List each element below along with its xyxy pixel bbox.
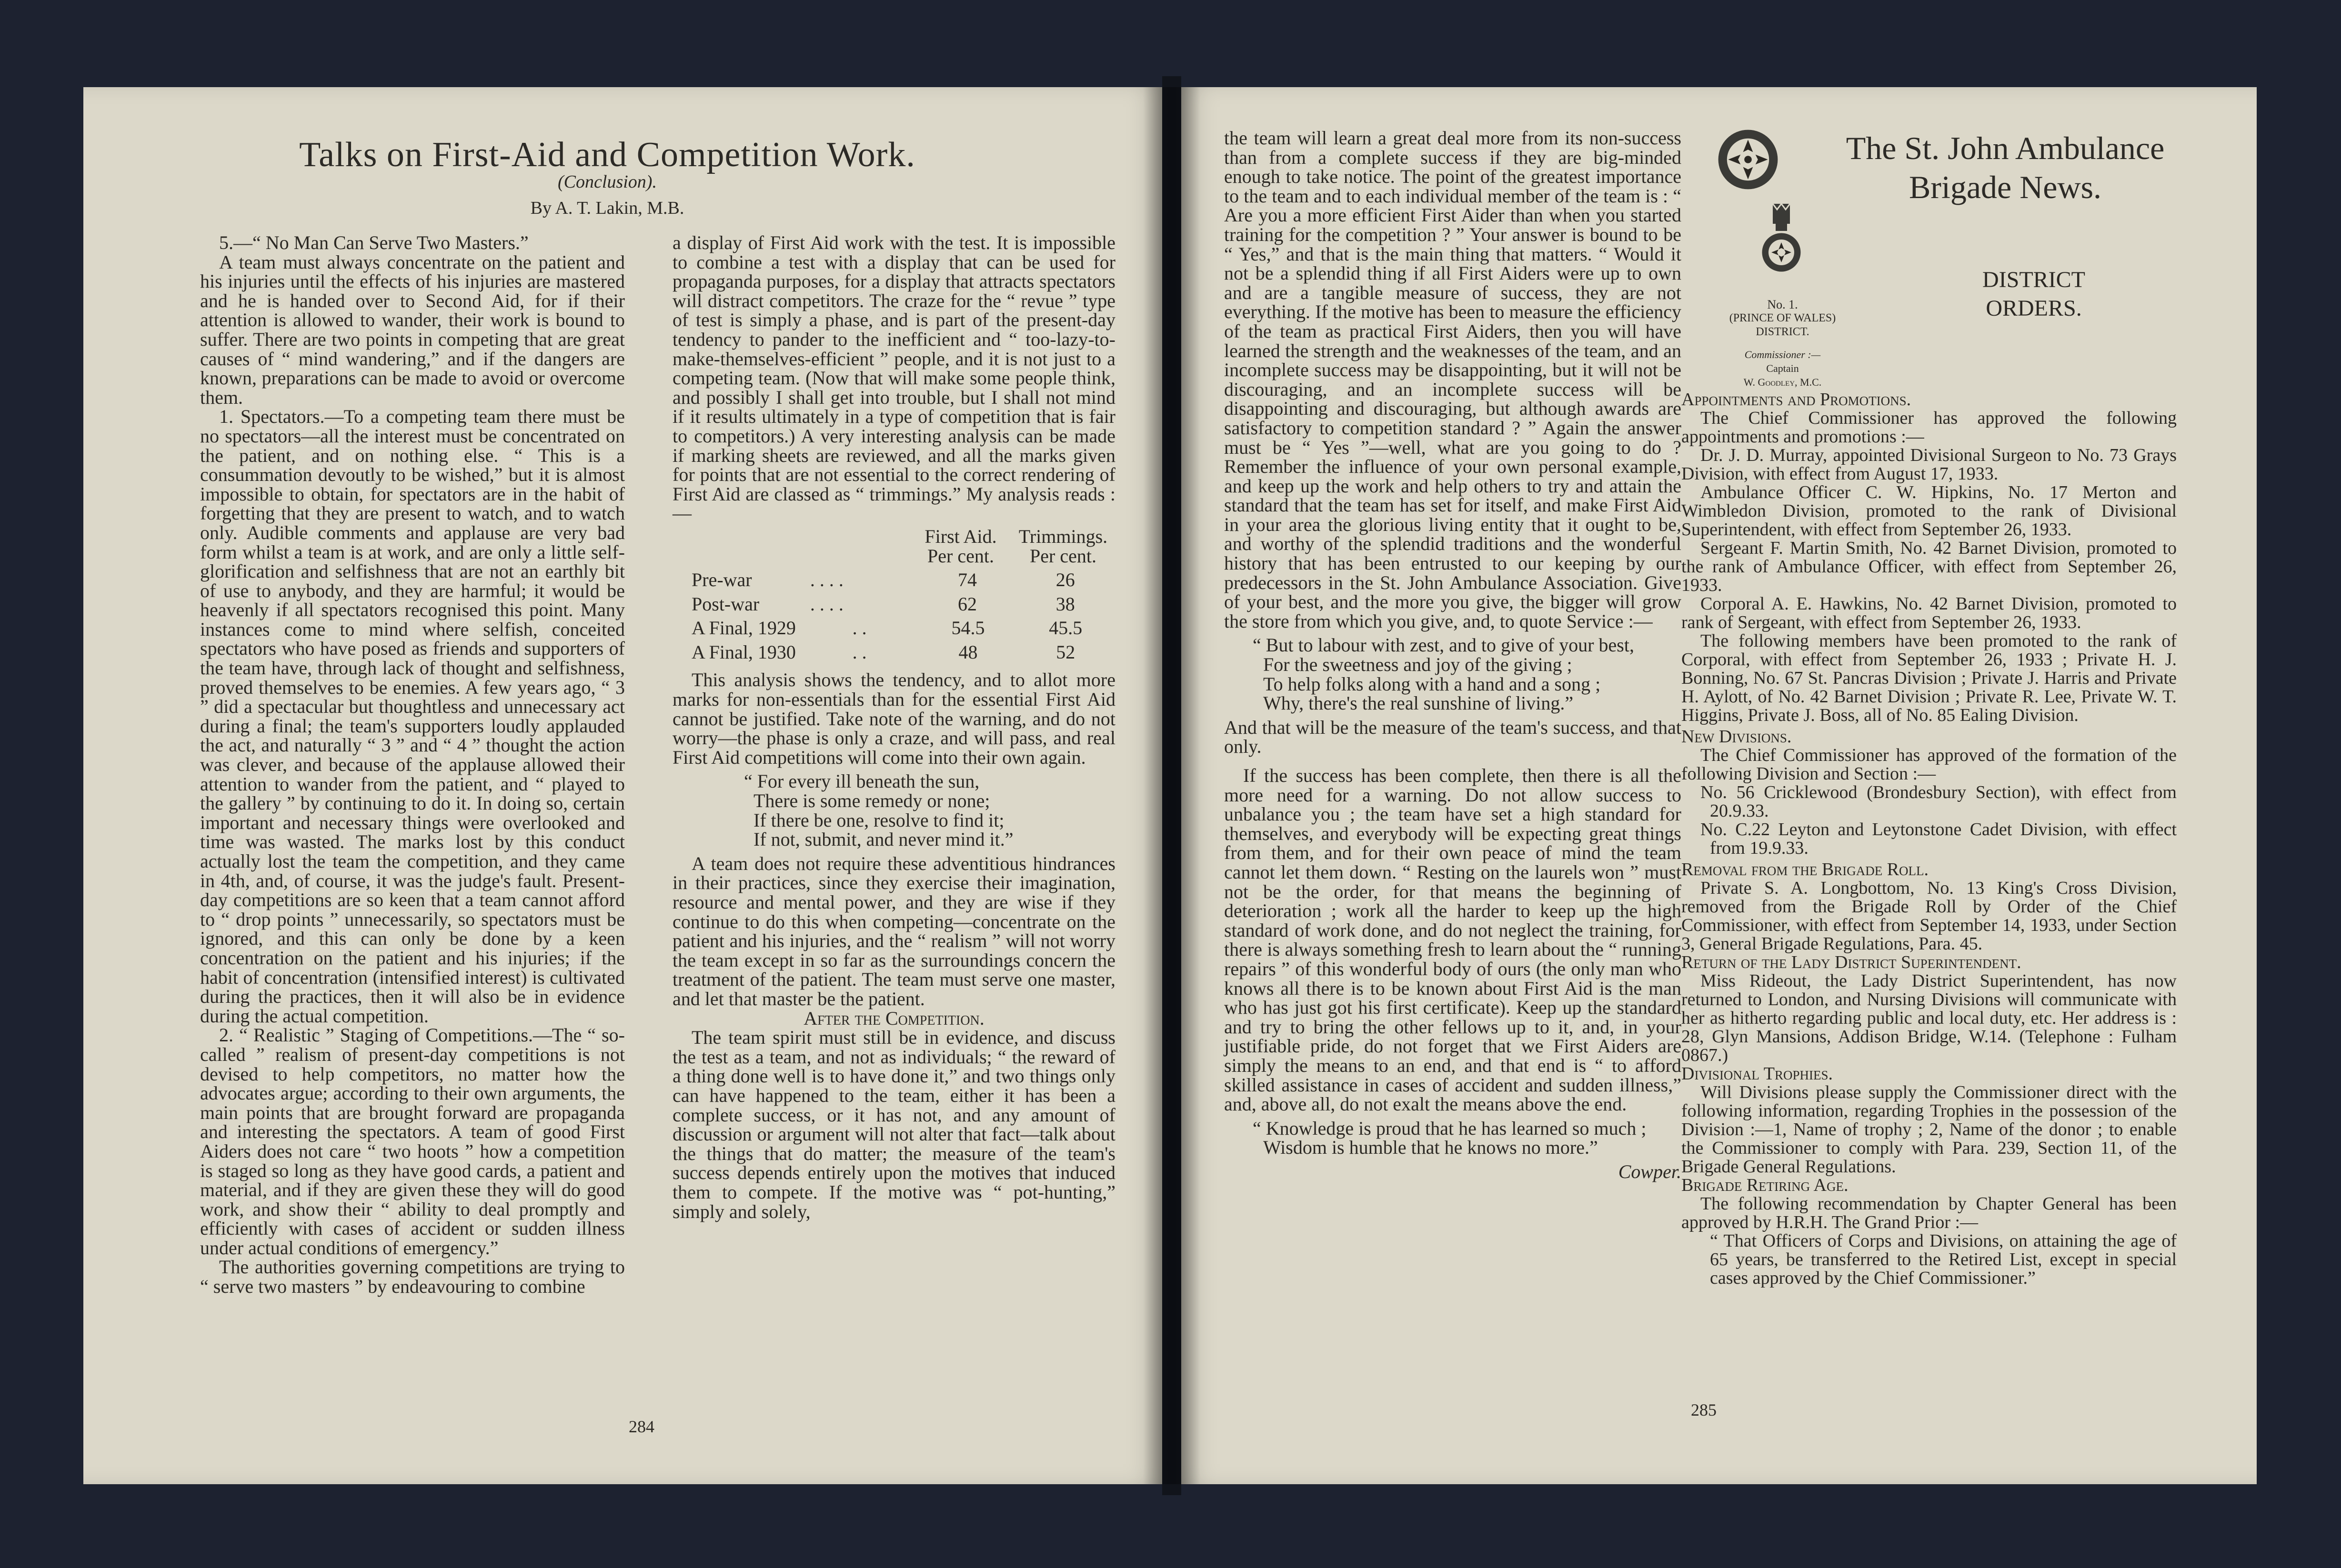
table-row <box>673 570 1115 590</box>
leader-dots: . . <box>852 617 867 639</box>
cell: 54.5 <box>951 617 985 639</box>
paragraph: Miss Rideout, the Lady District Superintendent, has now returned to London, and Nursing Divisions will communicate with her as hitherto regarding public and local duty, etc. Her address is : 28, Glyn Mansions, Addison Bridge, W.14. (Telephone : Fulham 0867.) <box>1681 971 2177 1065</box>
article-byline: By A. T. Lakin, M.B. <box>530 198 684 218</box>
masthead-line: Brigade News. <box>1909 169 2102 205</box>
paragraph: The team spirit must still be in evidence, and discuss the test as a team, and not as individuals; “ the reward of a thing done well is to have done it,” and two things only can have happened to the team, either it has been a complete success, or it has not, and any amount of discussion or argument will not alter that fact—talk about the things that do matter; the measure of the team's success depends entirely upon the motives that induced them to compete. If the motive was “ pot-hunting,” simply and solely, <box>673 1027 1115 1222</box>
paragraph: a display of First Aid work with the test. It is impossible to combine a test with a display that can be used for propaganda purposes, for a display that attracts spectators will distract competitors. The craze for the “ revue ” type of test is simply a phase, and is part of the present-day tendency to pander to the inefficient and “ too-lazy-to-make-themselves-efficient ” people, and it is not just to a competing team. (Now that will make some people think, and possibly I shall get into trouble, but I shall not mind if it results ultimately in a type of competition that is fair to competitors.) A very interesting analysis can be made if marking sheets are reviewed, and all the marks given for points that are not essential to the correct rendering of First Aid are classed as “ trimmings.” My analysis reads :— <box>673 232 1115 524</box>
paragraph: A team must always concentrate on the patient and his injuries until the effects of his injuries are mastered and he is handed over to Second Aid, for if their attention is allowed to wander, their work is bound to suffer. There are two points in competing that are great causes of “ mind wandering,” and if the dangers are known, preparations can be made to avoid or overcome them. <box>200 251 625 408</box>
section-heading: Divisional Trophies. <box>1681 1064 1833 1084</box>
section-heading: After the Competition. <box>804 1007 985 1029</box>
poem <box>744 772 1115 849</box>
poem-line: If there be one, resolve to find it; <box>754 809 1005 831</box>
paragraph: No. 56 Cricklewood (Brondesbury Section), with effect from 20.9.33. <box>1700 782 2177 821</box>
column-subheader: Per cent. <box>927 545 994 567</box>
section-masthead <box>1815 129 2196 207</box>
paragraph: The following members have been promoted to the rank of Corporal, with effect from September 26, 1933 ; Private H. J. Bonning, No. 67 St. Pancras Division ; Private J. Harris and Private H. Aylott, of No. 42 Barnet Division ; Private R. Lee, Private W. T. Higgins, Private J. Boss, all of No. 85 Ealing Division. <box>1681 631 2177 725</box>
verse-line: To help folks along with a hand and a song ; <box>1263 673 1601 695</box>
section-heading: Appointments and Promotions. <box>1681 390 1911 409</box>
row-label: Pre-war <box>692 569 752 591</box>
column-d <box>1681 390 2177 1288</box>
heading-line: ORDERS. <box>1986 296 2082 321</box>
verse <box>1253 636 1681 713</box>
column-header: Trimmings. <box>1018 525 1108 547</box>
district-name: (PRINCE OF WALES) <box>1729 312 1836 324</box>
binding-shadow <box>1143 87 1200 1484</box>
masthead-line: The St. John Ambulance <box>1846 130 2165 166</box>
district-orders-heading <box>1939 266 2129 323</box>
paragraph: Corporal A. E. Hawkins, No. 42 Barnet Division, promoted to rank of Sergeant, with effect from September 26, 1933. <box>1681 594 2177 632</box>
leader-dots: . . <box>852 641 867 663</box>
district-crest-icon <box>1760 202 1803 288</box>
quotation: “ That Officers of Corps and Divisions, on attaining the age of 65 years, be transferred to the Retired List, except in special cases approved by the Chief Commissioner.” <box>1710 1231 2177 1288</box>
column-a <box>200 233 625 1297</box>
verse-line: For the sweetness and joy of the giving ; <box>1263 654 1572 676</box>
commissioner-rank: Captain <box>1766 362 1799 374</box>
verse-line: “ But to labour with zest, and to give of your best, <box>1253 634 1634 656</box>
st-john-emblem-icon <box>1717 129 1779 190</box>
paragraph: This analysis shows the tendency, and to allot more marks for non-essentials than for the essential First Aid cannot be justified. Take note of the warning, and do not worry—the phase is only a craze, and will pass, and real First Aid competitions will come into their own again. <box>673 669 1115 768</box>
cell: 45.5 <box>1049 617 1083 639</box>
district-number: No. 1. <box>1767 298 1798 311</box>
column-c <box>1224 129 1681 1181</box>
cell: 26 <box>1055 569 1075 591</box>
cell: 74 <box>957 569 977 591</box>
section-heading: Brigade Retiring Age. <box>1681 1175 1849 1195</box>
verse-line: Why, there's the real sunshine of living.” <box>1263 692 1574 714</box>
leader-dots: . . . . <box>810 569 844 591</box>
column-header: First Aid. <box>924 525 997 547</box>
paragraph: The Chief Commissioner has approved the following appointments and promotions :— <box>1681 408 2177 447</box>
paragraph: Sergeant F. Martin Smith, No. 42 Barnet Division, promoted to the rank of Ambulance Officer, with effect from September 26, 1933. <box>1681 538 2177 595</box>
page-number: 285 <box>1691 1400 1717 1419</box>
paragraph: Private S. A. Longbottom, No. 13 King's Cross Division, removed from the Brigade Roll by Order of the Chief Commissioner, with effect from September 14, 1933, under Section 3, General Brigade Regulations, Para. 45. <box>1681 878 2177 954</box>
attribution: Cowper. <box>1618 1160 1681 1182</box>
paragraph: Will Divisions please supply the Commissioner direct with the following information, regarding Trophies in the possession of the Division :—1, Name of trophy ; 2, Name of the donor ; to enable the Commissioner to comply with Para. 239, Section 11, of the Brigade General Regulations. <box>1681 1082 2177 1177</box>
paragraph: The following recommendation by Chapter General has been approved by H.R.H. The Grand Prior :— <box>1681 1194 2177 1232</box>
paragraph: the team will learn a great deal more from its non-success than from a complete success if they are big-minded enough to take notice. The point of the greatest importance to the team and to each individual member of the team is : “ Are you a more efficient First Aider than when you started training for the competition ? ” Your answer is bound to be “ Yes,” and that is the main thing that matters. “ Would it not be a splendid thing if all First Aiders were up to own and are a tangible measure of success, they are not everything. If the motive has been to measure the efficiency of the team as practical First Aiders, then you will have learned the strength and the weaknesses of the team, and an incomplete success may be disappointing, but it will not be discouraging, and an incomplete success will be disappointing and discouraging, but although awards are satisfactory to competition standard ? ” Again the answer must be “ Yes ”—well, what are you going to do ? Remember the influence of your own personal example, and keep up the work and help others to try and attain the standard that the team has set for itself, and make First Aid in your area the glorious living entity that it ought to be, and worthy of the splendid traditions and the wonderful history that has been entrusted to our keeping by our predecessors in the St. John Ambulance Association. Give of your best, and the more you give, the bigger will grow the store from which you give, and, to quote Service :— <box>1224 127 1681 632</box>
row-label: A Final, 1929 <box>692 617 796 639</box>
poem-line: If not, submit, and never mind it.” <box>754 829 1014 850</box>
paragraph: 2. “ Realistic ” Staging of Competitions.—The “ so-called ” realism of present-day competitions is not devised to help competitors, no matter how the advocates argue; according to their own arguments, the main points that are brought forward are propaganda and interesting the spectators. A team of good First Aiders does not care “ two hoots ” how a competition is staged so long as they have good cards, a patient and material, and if they are given these they will do good work, and show their “ ability to deal promptly and efficiently with cases of accident or sudden illness under actual conditions of emergency.” <box>200 1024 625 1258</box>
paragraph: A team does not require these adventitious hindrances in their practices, since they exercise their imagination, resource and mental power, and they are wise if they continue to do this when competing—concentrate on the patient and his injuries, and the “ realism ” will not worry the team except in so far as the surroundings concern the treatment of the patient. The team must serve one master, and let that master be the patient. <box>673 852 1115 1009</box>
poem-line: “ For every ill beneath the sun, <box>744 770 980 792</box>
district-label: DISTRICT. <box>1756 326 1809 338</box>
paragraph: 1. Spectators.—To a competing team there must be no spectators—all the interest must be concentrated on the patient, and on nothing else. “ This is a consummation devoutly to be wished,” but it is almost impossible to obtain, for spectators are in the habit of forgetting that they are present to watch, and to watch only. Audible comments and applause are very bad form whilst a team is at work, and are only a little self-glorification and selfishness that are not an earthly bit of use to anybody, and they are harmful; it would be heavenly if all spectators recognised this point. Many instances come to mind where selfish, conceited spectators who have posed as friends and supporters of the team have, through lack of thought and selfishness, proved themselves to be enemies. A few years ago, “ 3 ” did a spectacular but thoughtless and unnecessary act during a final; the team's supporters loudly applauded the act, and naturally “ 3 ” and “ 4 ” thought the action was clever, and because of the applause allowed their attention to wander from the patient, and “ played to the gallery ” by continuing to do it. In doing so, certain important and necessary things were overlooked and time was wasted. The marks lost by this conduct actually lost the team the competition, and they came in 4th, and, of course, it was the judge's fault. Present-day competitions are so keen that a team cannot afford to “ drop points ” unnecessarily, so spectators must be ignored, and this can only be done by a keen concentration on the patient and his injuries; if the habit of concentration (intensified interest) is cultivated during the practices, then it will also be in evidence during the actual competition. <box>200 406 625 1027</box>
paragraph: And that will be the measure of the team's success, and that only. <box>1224 716 1681 758</box>
commissioner-name: W. Goodley, M.C. <box>1743 376 1822 388</box>
commissioner-label: Commissioner :— <box>1744 349 1821 360</box>
article-subtitle: (Conclusion). <box>558 172 657 192</box>
row-label: A Final, 1930 <box>692 641 796 663</box>
paragraph: The Chief Commissioner has approved of the formation of the following Division and Section :— <box>1681 745 2177 784</box>
section-heading: Return of the Lady District Superintendent. <box>1681 952 2021 972</box>
verse <box>1253 1119 1681 1158</box>
table-row <box>673 595 1115 614</box>
verse-line: “ Knowledge is proud that he has learned so much ; <box>1253 1117 1647 1139</box>
poem-line: There is some remedy or none; <box>754 790 990 812</box>
table-header <box>673 527 1115 566</box>
district-info <box>1705 298 1860 389</box>
section-heading: 5.—“ No Man Can Serve Two Masters.” <box>219 232 529 253</box>
paragraph: If the success has been complete, then there is all the more need for a warning. Do not allow success to unbalance you ; the team have set a high standard for themselves, and everybody will be expecting great things from them, and for their own peace of mind the team cannot let them down. “ Resting on the laurels won ” must not be the order, for that means the beginning of deterioration ; work all the harder to keep up the high standard of work done, and do not neglect the training, for there is always something fresh to learn about the “ running repairs ” of this wonderful body of ours (the only man who knows all there is to be known about First Aid is the man who has just got his first certificate). Keep up the standard and try to bring the other fellows up to it, and, in your justifiable pride, do not forget that we First Aiders are simply the means to an end, and that end is “ to afford skilled assistance in cases of accident and sudden illness,” and, above all, do not exalt the means above the end. <box>1224 765 1681 1115</box>
paragraph: Dr. J. D. Murray, appointed Divisional Surgeon to No. 73 Grays Division, with effect from August 17, 1933. <box>1681 445 2177 484</box>
section-heading: New Divisions. <box>1681 727 1792 747</box>
heading-line: DISTRICT <box>1982 267 2085 292</box>
verse-line: Wisdom is humble that he knows no more.” <box>1263 1137 1598 1159</box>
analysis-table <box>673 527 1115 662</box>
cell: 38 <box>1055 593 1075 615</box>
paragraph: Ambulance Officer C. W. Hipkins, No. 17 Merton and Wimbledon Division, promoted to the rank of Divisional Superintendent, with effect from September 26, 1933. <box>1681 482 2177 539</box>
paragraph: No. C.22 Leyton and Leytonstone Cadet Division, with effect from 19.9.33. <box>1700 819 2177 858</box>
page-number: 284 <box>629 1417 654 1436</box>
cell: 62 <box>957 593 977 615</box>
row-label: Post-war <box>692 593 760 615</box>
table-row <box>673 643 1115 662</box>
paragraph: The authorities governing competitions are trying to “ serve two masters ” by endeavouring to combine <box>200 1256 625 1298</box>
leader-dots: . . . . <box>810 593 844 615</box>
cell: 52 <box>1056 641 1075 663</box>
section-heading: Removal from the Brigade Roll. <box>1681 859 1929 879</box>
table-row <box>673 619 1115 638</box>
cell: 48 <box>958 641 978 663</box>
column-subheader: Per cent. <box>1030 545 1096 567</box>
article-title: Talks on First-Aid and Competition Work. <box>299 135 915 174</box>
column-b <box>673 233 1115 1221</box>
